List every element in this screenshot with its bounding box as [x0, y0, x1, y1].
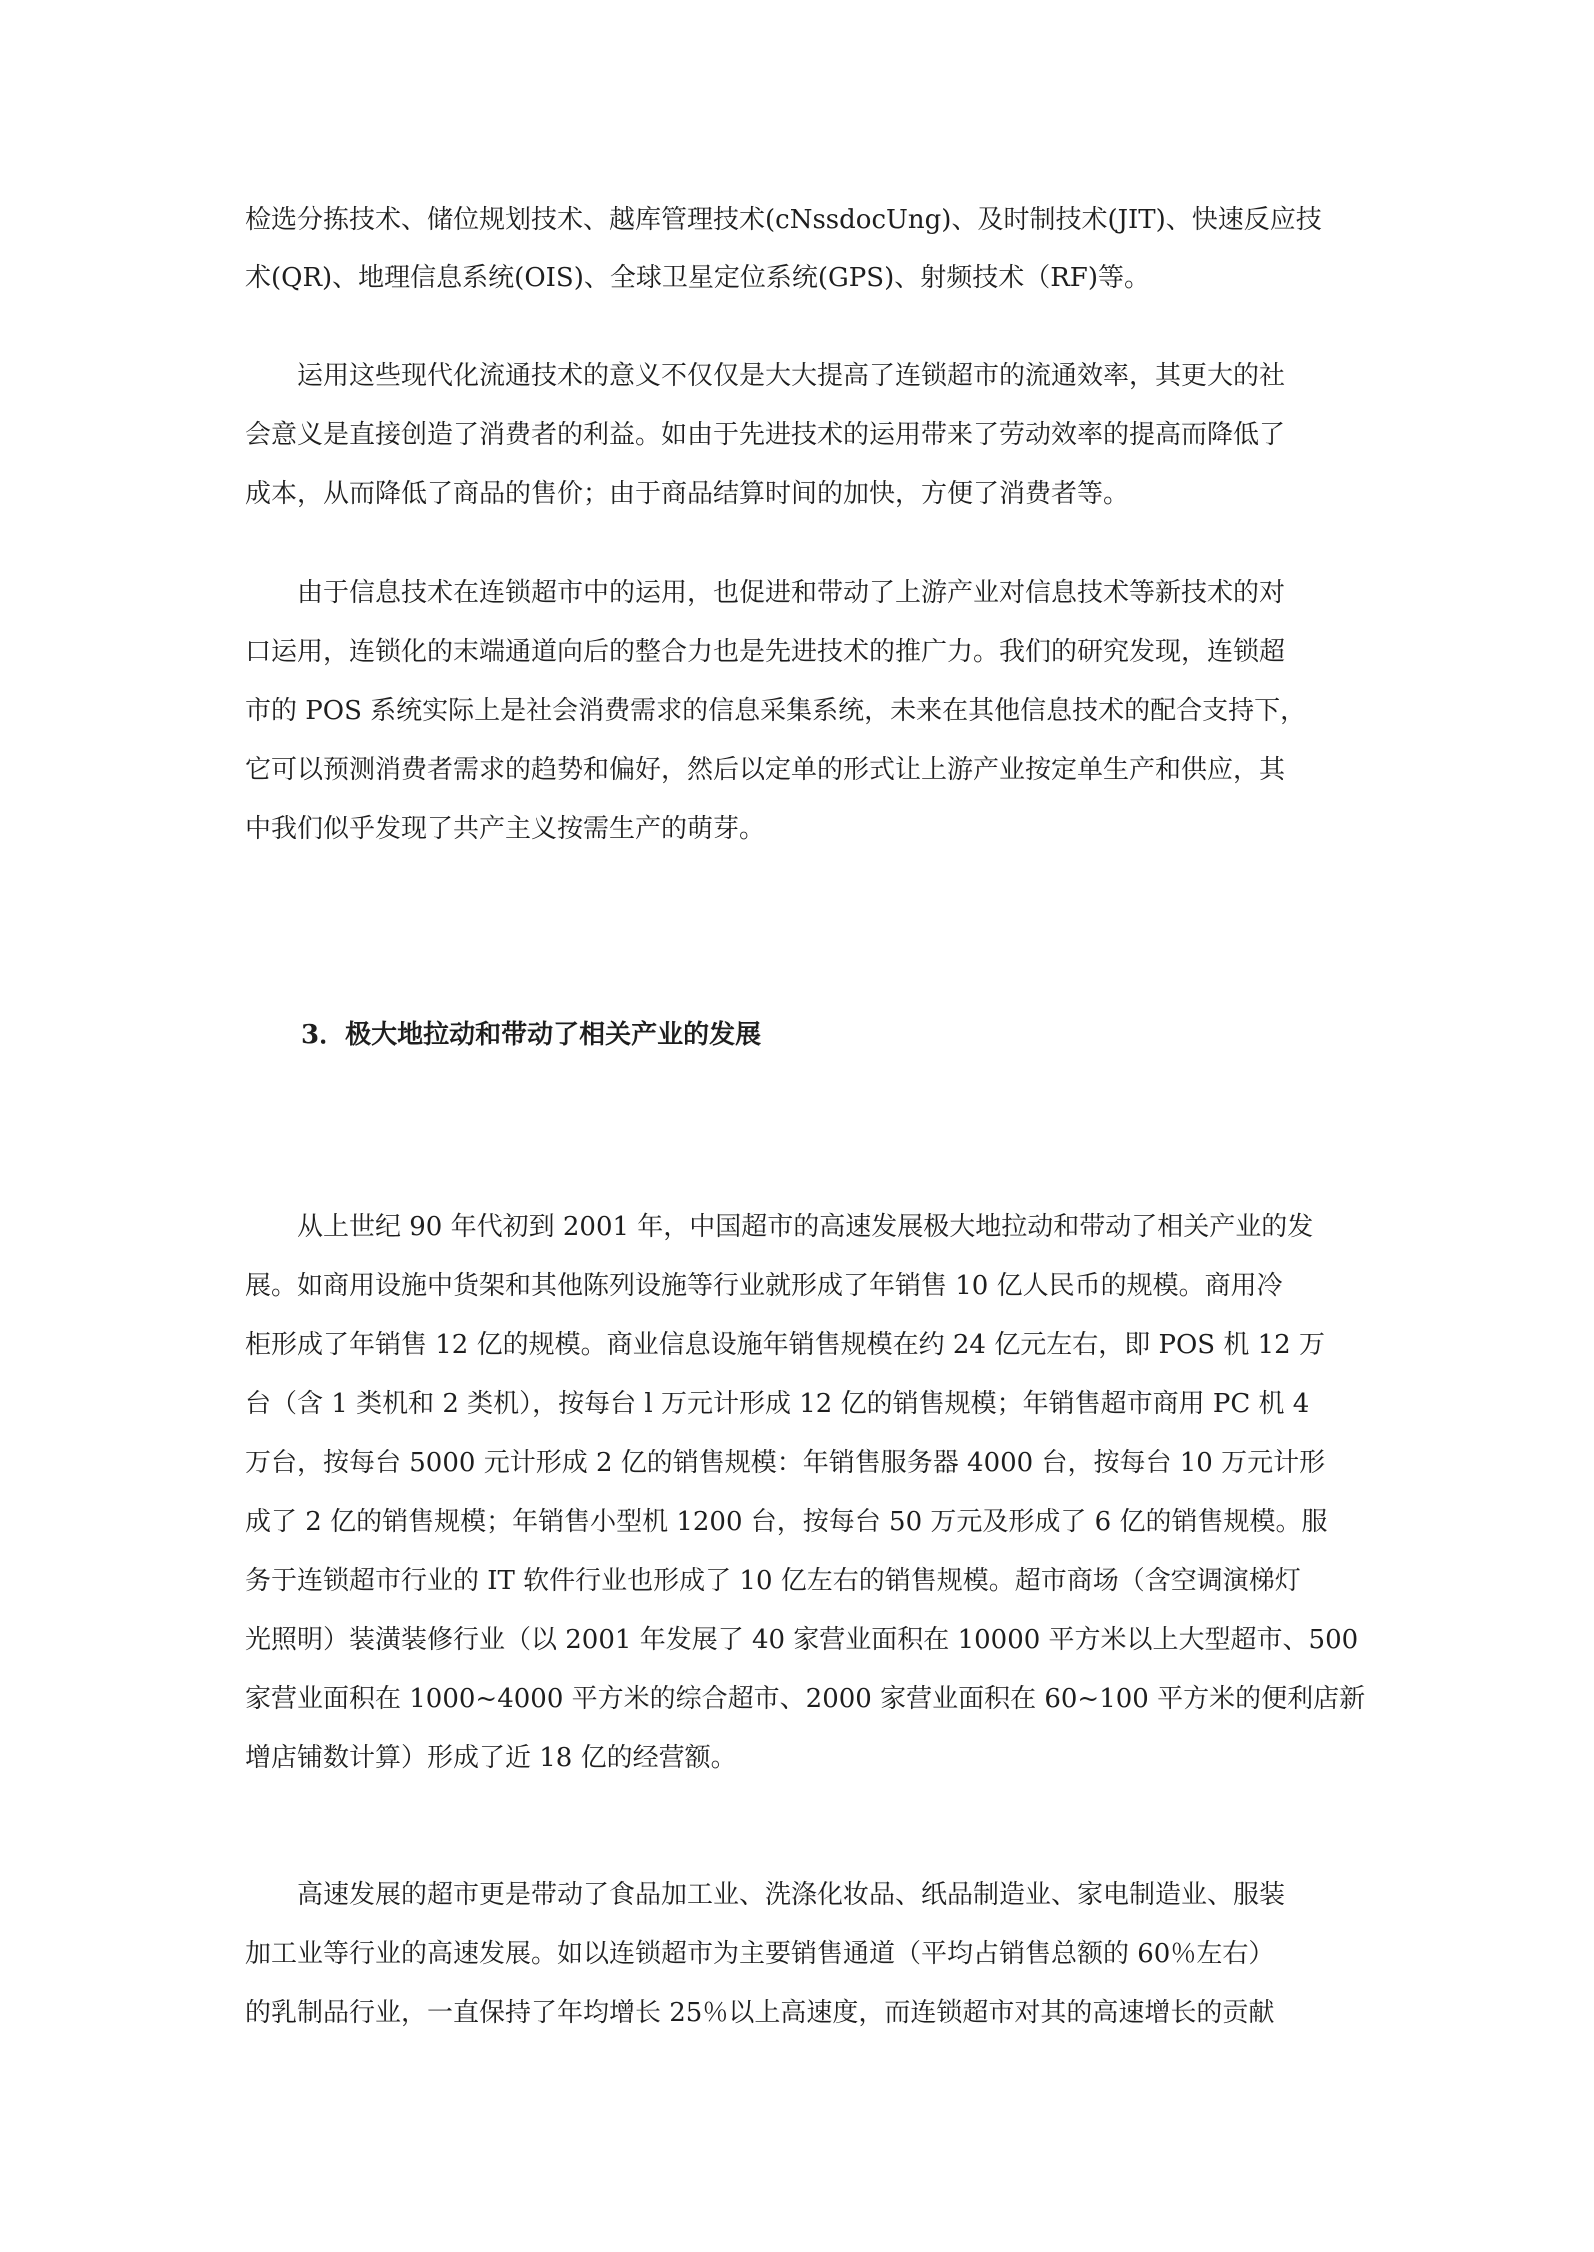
paragraph-line: 增店铺数计算）形成了近 18 亿的经营额。 — [245, 1743, 737, 1773]
paragraph-line: 加工业等行业的高速发展。如以连锁超市为主要销售通道（平均占销售总额的 60％左右） — [245, 1939, 1275, 1969]
paragraph-line: 口运用，连锁化的末端通道向后的整合力也是先进技术的推广力。我们的研究发现，连锁超 — [245, 637, 1286, 667]
paragraph-line: 会意义是直接创造了消费者的利益。如由于先进技术的运用带来了劳动效率的提高而降低了 — [245, 420, 1286, 450]
paragraph-line: 万台，按每台 5000 元计形成 2 亿的销售规模：年销售服务器 4000 台，按每台 10 万元计形 — [245, 1448, 1326, 1478]
paragraph-line: 由于信息技术在连锁超市中的运用，也促进和带动了上游产业对信息技术等新技术的对 — [297, 578, 1286, 608]
paragraph-line: 成了 2 亿的销售规模；年销售小型机 1200 台，按每台 50 万元及形成了 6 亿的销售规模。服 — [245, 1507, 1328, 1537]
paragraph-line: 务于连锁超市行业的 IT 软件行业也形成了 10 亿左右的销售规模。超市商场（含空调演梯灯 — [245, 1566, 1301, 1596]
paragraph-line: 运用这些现代化流通技术的意义不仅仅是大大提高了连锁超市的流通效率，其更大的社 — [297, 361, 1286, 391]
paragraph-line: 从上世纪 90 年代初到 2001 年，中国超市的高速发展极大地拉动和带动了相关产业的发 — [297, 1212, 1314, 1242]
paragraph-line: 家营业面积在 1000~4000 平方米的综合超市、2000 家营业面积在 60~100 平方米的便利店新 — [245, 1684, 1366, 1714]
section-heading: 3．极大地拉动和带动了相关产业的发展 — [301, 1020, 762, 1050]
paragraph-line: 检选分拣技术、储位规划技术、越库管理技术(cNssdocUng)、及时制技术(JIT)、快速反应技 — [245, 205, 1322, 235]
paragraph-line: 展。如商用设施中货架和其他陈列设施等行业就形成了年销售 10 亿人民币的规模。商用冷 — [245, 1271, 1283, 1301]
paragraph-line: 柜形成了年销售 12 亿的规模。商业信息设施年销售规模在约 24 亿元左右，即 POS 机 12 万 — [245, 1330, 1325, 1360]
paragraph-line: 成本，从而降低了商品的售价；由于商品结算时间的加快，方便了消费者等。 — [245, 479, 1130, 509]
paragraph-line: 中我们似乎发现了共产主义按需生产的萌芽。 — [245, 814, 766, 844]
paragraph-line: 术(QR)、地理信息系统(OIS)、全球卫星定位系统(GPS)、射频技术（RF)等。 — [245, 263, 1150, 293]
paragraph-line: 高速发展的超市更是带动了食品加工业、洗涤化妆品、纸品制造业、家电制造业、服装 — [297, 1880, 1286, 1910]
paragraph-line: 市的 POS 系统实际上是社会消费需求的信息采集系统，未来在其他信息技术的配合支持下， — [245, 696, 1307, 726]
paragraph-line: 的乳制品行业，一直保持了年均增长 25％以上高速度，而连锁超市对其的高速增长的贡献 — [245, 1998, 1275, 2028]
paragraph-line: 光照明）装潢装修行业（以 2001 年发展了 40 家营业面积在 10000 平方米以上大型超市、500 — [245, 1625, 1359, 1655]
paragraph-line: 它可以预测消费者需求的趋势和偏好，然后以定单的形式让上游产业按定单生产和供应，其 — [245, 755, 1286, 785]
paragraph-line: 台（含 1 类机和 2 类机），按每台 l 万元计形成 12 亿的销售规模；年销售超市商用 PC 机 4 — [245, 1389, 1310, 1419]
